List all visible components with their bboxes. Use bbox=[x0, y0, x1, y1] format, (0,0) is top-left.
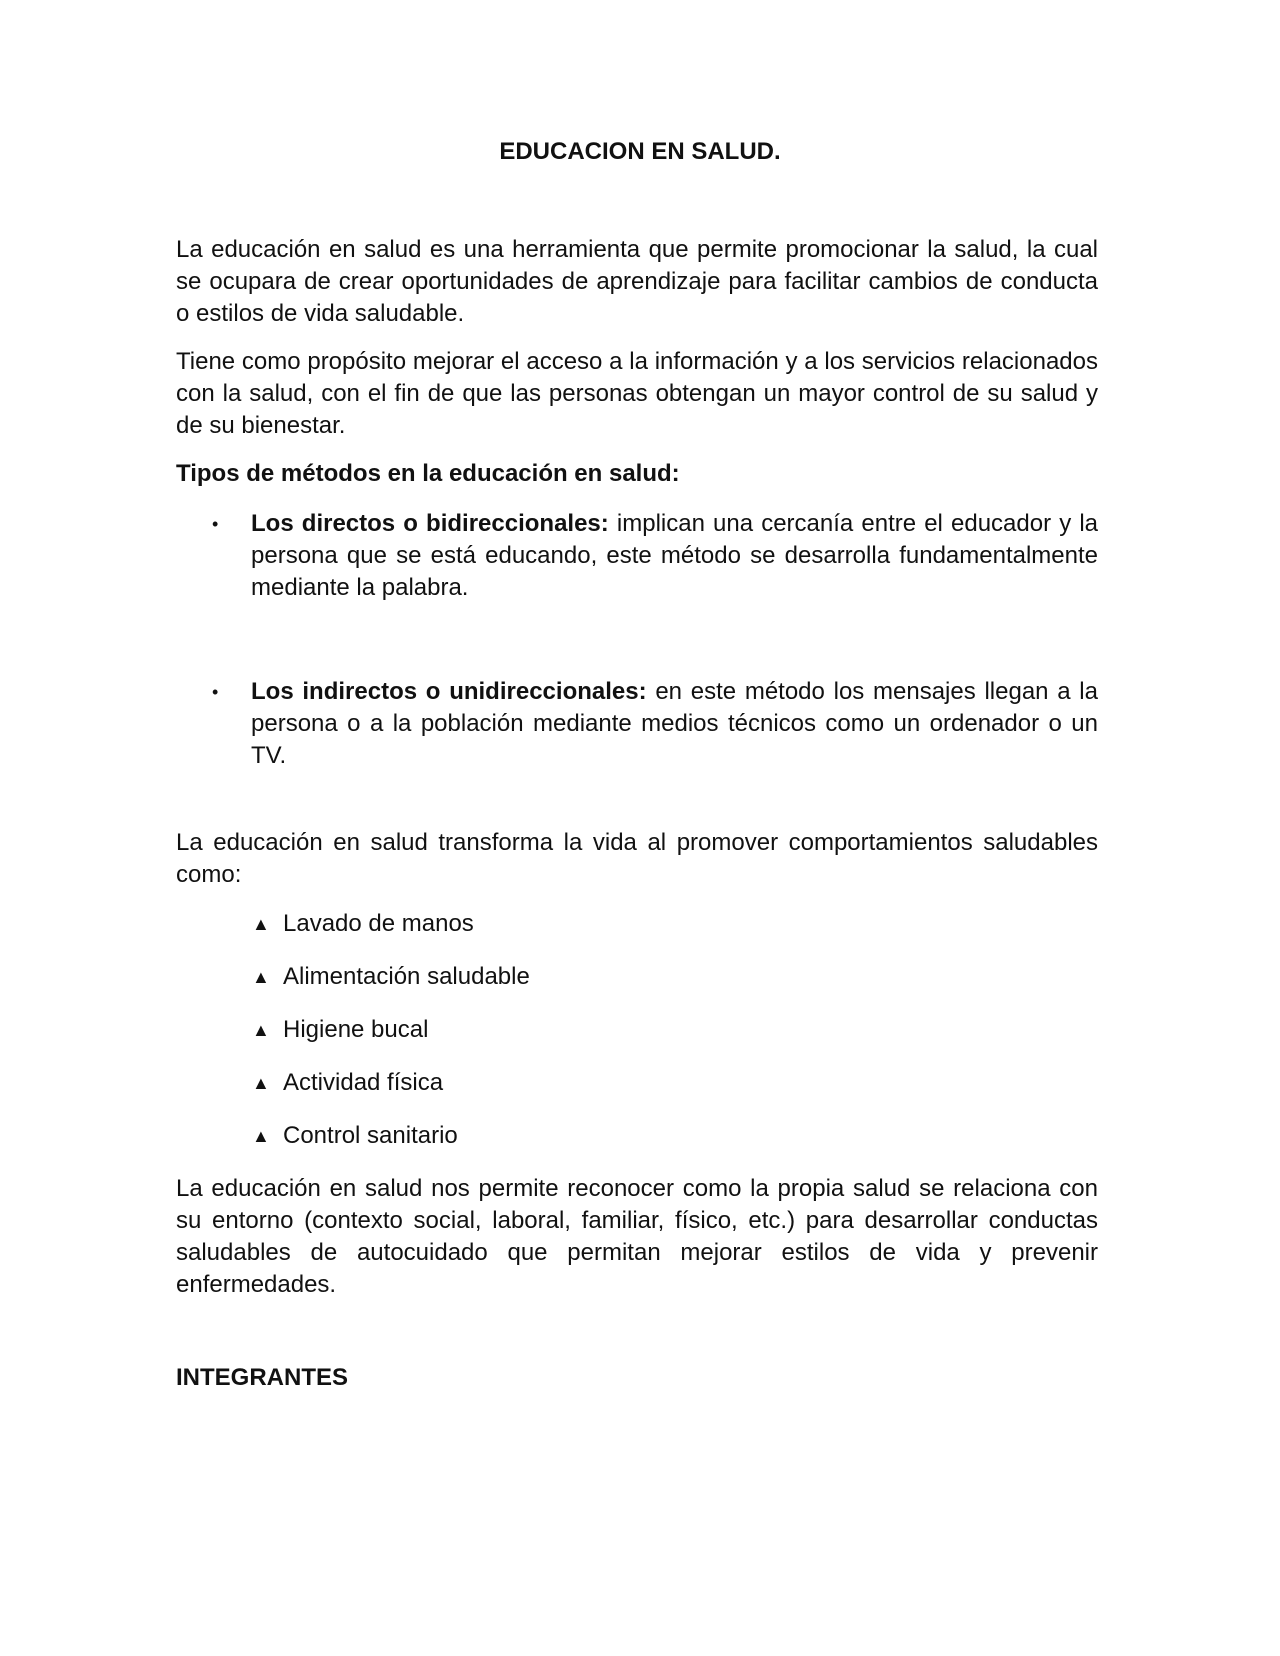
methods-heading: Tipos de métodos en la educación en salud: bbox=[176, 460, 680, 487]
method-term: Los indirectos o unidireccionales: bbox=[251, 678, 647, 705]
behavior-item bbox=[252, 908, 474, 940]
behavior-label: Lavado de manos bbox=[283, 910, 474, 937]
behavior-label: Alimentación saludable bbox=[283, 963, 530, 990]
members-heading: INTEGRANTES bbox=[176, 1364, 349, 1391]
purpose-paragraph: Tiene como propósito mejorar el acceso a la información y a los servicios relacionados con la salud, con el fin de que las personas obtengan un mayor control de su salud y de su bienestar. bbox=[176, 348, 1098, 439]
method-description: implican una cercanía entre el educador y la persona que se está educando, este método se desarrolla fundamentalmente mediante la palabra. bbox=[251, 510, 1098, 601]
method-text bbox=[251, 508, 1098, 604]
document-title: EDUCACION EN SALUD. bbox=[499, 138, 781, 165]
behavior-label: Actividad física bbox=[283, 1069, 444, 1096]
bullet-icon: • bbox=[212, 682, 219, 702]
behavior-label: Control sanitario bbox=[283, 1122, 458, 1149]
behavior-label: Higiene bucal bbox=[283, 1016, 429, 1043]
intro-paragraph: La educación en salud es una herramienta que permite promocionar la salud, la cual se ocupara de crear oportunidades de aprendizaje para facilitar cambios de conducta o estilos de vida saludable. bbox=[176, 236, 1098, 327]
triangle-bullet-icon: ▲ bbox=[252, 914, 270, 934]
method-description: en este método los mensajes llegan a la persona o a la población mediante medios técnicos como un ordenador o un TV. bbox=[251, 678, 1098, 769]
triangle-bullet-icon: ▲ bbox=[252, 1073, 270, 1093]
behavior-item bbox=[252, 1067, 443, 1099]
behavior-item bbox=[252, 1120, 458, 1152]
environment-paragraph: La educación en salud nos permite reconocer como la propia salud se relaciona con su entorno (contexto social, laboral, familiar, físico, etc.) para desarrollar conductas saludables de autocuidado que permitan mejorar estilos de vida y prevenir enfermedades. bbox=[176, 1175, 1098, 1298]
bullet-icon: • bbox=[212, 514, 219, 534]
triangle-bullet-icon: ▲ bbox=[252, 1126, 270, 1146]
behavior-item bbox=[252, 1014, 428, 1046]
triangle-bullet-icon: ▲ bbox=[252, 1020, 270, 1040]
behaviors-intro-paragraph: La educación en salud transforma la vida al promover comportamientos saludables como: bbox=[176, 829, 1098, 888]
method-term: Los directos o bidireccionales: bbox=[251, 510, 609, 537]
behavior-item bbox=[252, 961, 530, 993]
triangle-bullet-icon: ▲ bbox=[252, 967, 270, 987]
method-text bbox=[251, 676, 1098, 772]
